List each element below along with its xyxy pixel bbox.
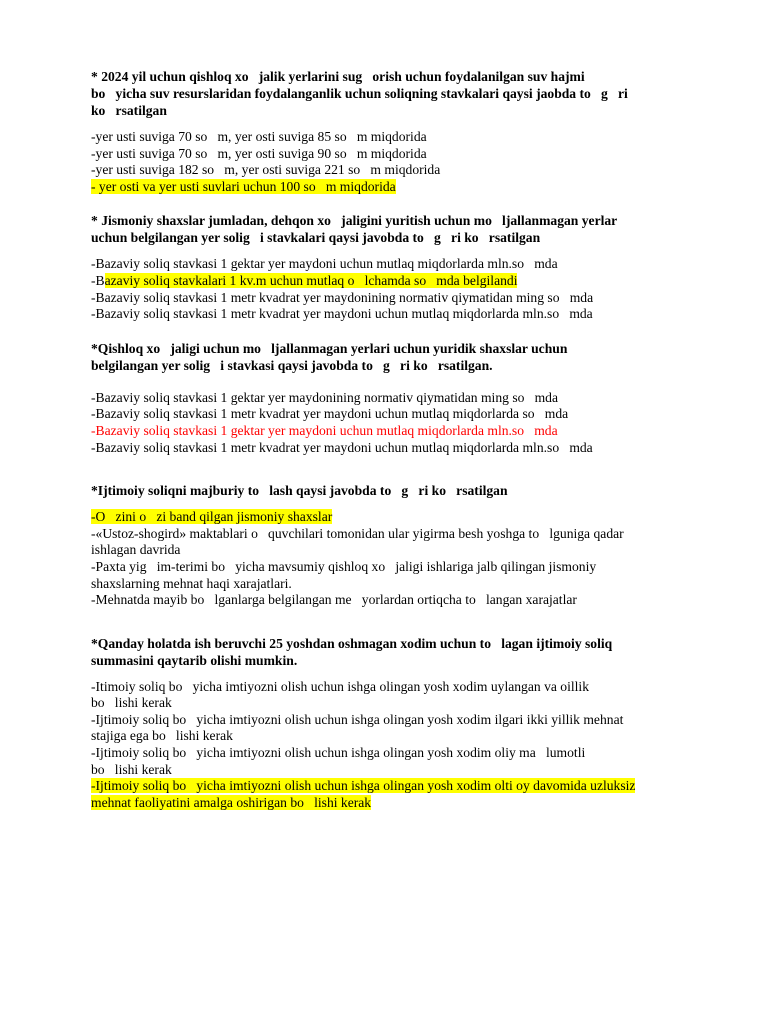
question-block-1 bbox=[91, 68, 731, 195]
highlighted-answer-text: azaviy soliq stavkalari 1 kv.m uchun mutlaq o lchamda so mda belgilandi bbox=[104, 272, 518, 288]
answer-1-4-correct bbox=[91, 179, 731, 196]
answer-3-4: -Bazaviy soliq stavkasi 1 metr kvadrat yer maydoni uchun mutlaq miqdorlarda mln.so mda bbox=[91, 439, 593, 455]
answer-2-4: -Bazaviy soliq stavkasi 1 metr kvadrat yer maydoni uchun mutlaq miqdorlarda mln.so mda bbox=[91, 306, 593, 322]
question-5-text: *Qanday holatda ish beruvchi 25 yoshdan oshmagan xodim uchun to lagan ijtimoiy soliq summasini qaytarib olishi mumkin. bbox=[91, 635, 613, 668]
answer-list-4 bbox=[91, 509, 731, 609]
answer-5-3: -Ijtimoiy soliq bo yicha imtiyozni olish uchun ishga olingan yosh xodim oliy ma lumotli bo lishi kerak bbox=[91, 745, 586, 777]
answer-5-1: -Itimoiy soliq bo yicha imtiyozni olish uchun ishga olingan yosh xodim uylangan va oillik bo lishi kerak bbox=[91, 678, 590, 711]
highlighted-answer-text: -Ijtimoiy soliq bo yicha imtiyozni olish uchun ishga olingan yosh xodim olti oy davomida uzluksiz mehnat faoliyatini amalga oshirigan bo lishi kerak bbox=[91, 778, 636, 810]
answer-4-4: -Mehnatda mayib bo lganlarga belgilangan me yorlardan ortiqcha to langan xarajatlar bbox=[91, 592, 577, 608]
answer-2-1: -Bazaviy soliq stavkasi 1 gektar yer maydoni uchun mutlaq miqdorlarda mln.so mda bbox=[91, 256, 558, 272]
answer-list-1 bbox=[91, 129, 731, 195]
answer-3-3-correct: -Bazaviy soliq stavkasi 1 gektar yer maydoni uchun mutlaq miqdorlarda mln.so mda bbox=[91, 422, 558, 438]
answer-2-3: -Bazaviy soliq stavkasi 1 metr kvadrat yer maydonining normativ qiymatidan ming so mda bbox=[91, 289, 594, 305]
question-2-text: * Jismoniy shaxslar jumladan, dehqon xo jaligini yuritish uchun mo ljallanmagan yerlar uchun belgilangan yer solig i stavkalari qaysi javobda to g ri ko rsatilgan bbox=[91, 213, 618, 246]
answer-5-2: -Ijtimoiy soliq bo yicha imtiyozni olish uchun ishga olingan yosh xodim ilgari ikki yillik mehnat stajiga ega bo lishi kerak bbox=[91, 711, 624, 744]
highlighted-answer-text: -O zini o zi band qilgan jismoniy shaxslar bbox=[91, 509, 333, 525]
question-4-text: *Ijtimoiy soliqni majburiy to lash qaysi javobda to g ri ko rsatilgan bbox=[91, 483, 508, 499]
answer-prefix: -B bbox=[91, 272, 105, 288]
answer-1-2: -yer usti suviga 70 so m, yer osti suviga 90 so m miqdorida bbox=[91, 145, 427, 161]
question-block-3 bbox=[91, 340, 731, 456]
question-block-4 bbox=[91, 482, 731, 609]
question-1-text: * 2024 yil uchun qishloq xo jalik yerlarini sug orish uchun foydalanilgan suv hajmi bo yicha suv resurslaridan foydalanganlik uchun soliqning stavkalari qaysi jaobda to g ri ko rsatilgan bbox=[91, 69, 628, 118]
answer-list-5 bbox=[91, 679, 731, 812]
answer-1-3: -yer usti suviga 182 so m, yer osti suviga 221 so m miqdorida bbox=[91, 162, 441, 178]
question-3-text: *Qishloq xo jaligi uchun mo ljallanmagan yerlari uchun yuridik shaxslar uchun belgilangan yer solig i stavkasi qaysi javobda to g ri ko rsatilgan. bbox=[91, 340, 568, 373]
answer-5-4-correct bbox=[91, 778, 731, 811]
document-page bbox=[91, 68, 731, 811]
answer-4-1-correct bbox=[91, 509, 731, 526]
answer-4-2: -«Ustoz-shogird» maktablari o quvchilari tomonidan ular yigirma besh yoshga to lguniga qadar ishlagan davrida bbox=[91, 525, 624, 558]
answer-list-3 bbox=[91, 390, 731, 456]
answer-list-2 bbox=[91, 256, 731, 322]
answer-4-3: -Paxta yig im-terimi bo yicha mavsumiy qishloq xo jaligi ishlariga jalb qilingan jismoniy shaxslarning mehnat haqi xarajatlari. bbox=[91, 558, 597, 591]
answer-3-1: -Bazaviy soliq stavkasi 1 gektar yer maydonining normativ qiymatidan ming so mda bbox=[91, 389, 559, 405]
answer-3-2: -Bazaviy soliq stavkasi 1 metr kvadrat yer maydoni uchun mutlaq miqdorlarda so mda bbox=[91, 406, 569, 422]
question-block-5 bbox=[91, 635, 731, 812]
question-block-2 bbox=[91, 212, 731, 322]
answer-2-2-correct bbox=[91, 273, 731, 290]
answer-1-1: -yer usti suviga 70 so m, yer osti suviga 85 so m miqdorida bbox=[91, 129, 427, 144]
highlighted-answer-text: - yer osti va yer usti suvlari uchun 100 so m miqdorida bbox=[91, 178, 396, 194]
